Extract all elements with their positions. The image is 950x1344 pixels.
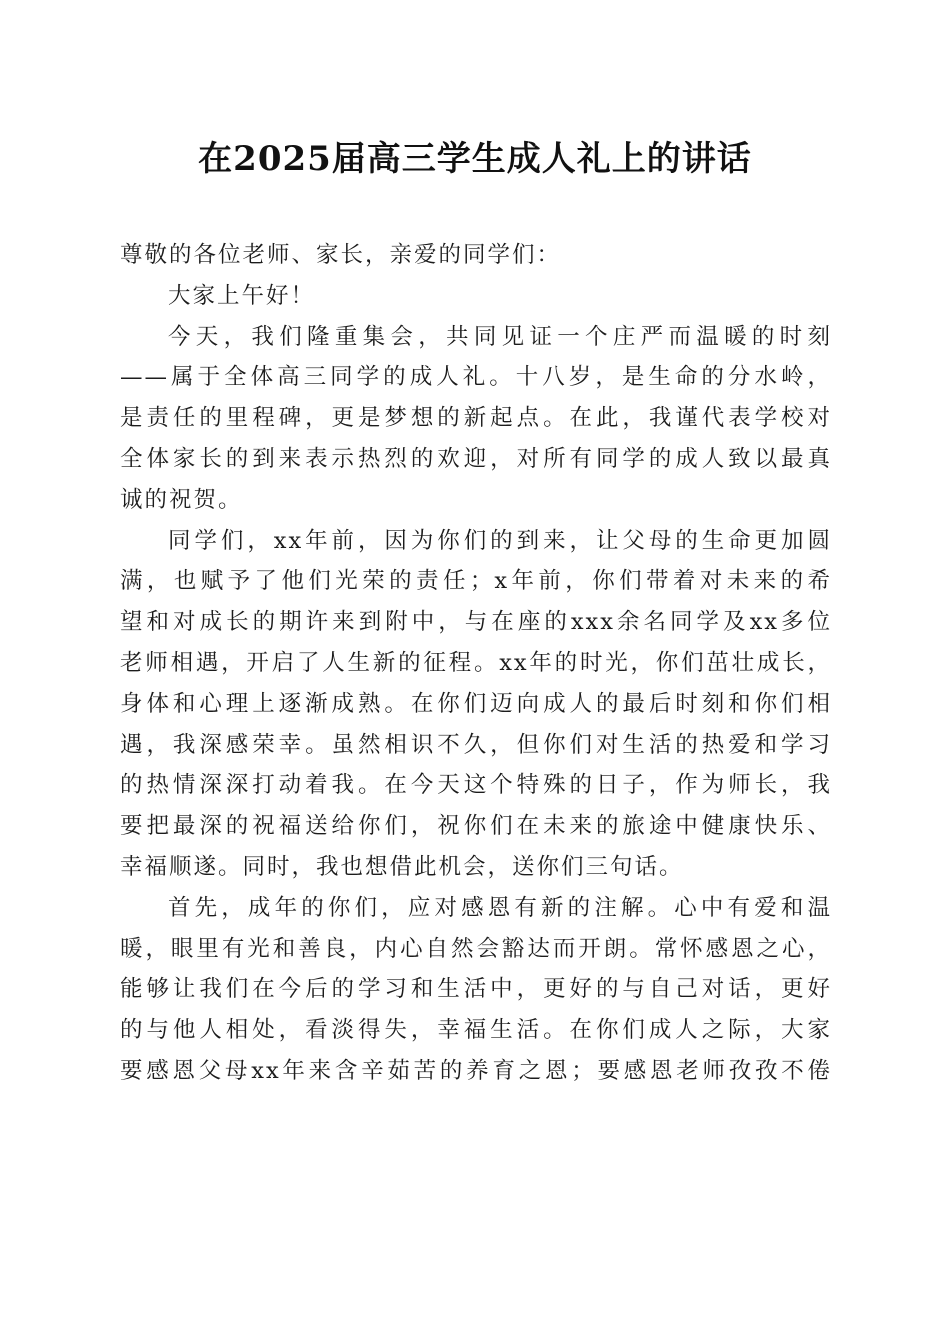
body-line: 望和对成长的期许来到附中，与在座的xxx余名同学及xx多位	[120, 609, 832, 636]
body-line: 要感恩父母xx年来含辛茹苦的养育之恩；要感恩老师孜孜不倦	[120, 1057, 832, 1084]
body-line: 身体和心理上逐渐成熟。在你们迈向成人的最后时刻和你们相	[120, 690, 832, 717]
body-line: 满，也赋予了他们光荣的责任；x年前，你们带着对未来的希	[120, 568, 832, 595]
body-line: 诚的祝贺。	[120, 486, 243, 513]
body-line: 同学们，xx年前，因为你们的到来，让父母的生命更加圆	[168, 527, 832, 554]
body-line: 全体家长的到来表示热烈的欢迎，对所有同学的成人致以最真	[120, 445, 832, 472]
body-line: 大家上午好！	[168, 282, 316, 309]
body-line: 的热情深深打动着我。在今天这个特殊的日子，作为师长，我	[120, 772, 832, 799]
body-line: 要把最深的祝福送给你们，祝你们在未来的旅途中健康快乐、	[120, 813, 832, 840]
body-line: ——属于全体高三同学的成人礼。十八岁，是生命的分水岭，	[120, 364, 832, 391]
body-line: 尊敬的各位老师、家长，亲爱的同学们：	[120, 242, 562, 268]
body-line: 幸福顺遂。同时，我也想借此机会，送你们三句话。	[120, 853, 684, 880]
body-line: 暖，眼里有光和善良，内心自然会豁达而开朗。常怀感恩之心，	[120, 935, 832, 962]
body-line: 能够让我们在今后的学习和生活中，更好的与自己对话，更好	[120, 976, 832, 1003]
body-line: 是责任的里程碑，更是梦想的新起点。在此，我谨代表学校对	[120, 405, 832, 432]
body-line: 首先，成年的你们，应对感恩有新的注解。心中有爱和温	[168, 894, 832, 921]
body-line: 今天，我们隆重集会，共同见证一个庄严而温暖的时刻	[168, 323, 832, 350]
body-line: 的与他人相处，看淡得失，幸福生活。在你们成人之际，大家	[120, 1017, 832, 1044]
document-body	[120, 235, 832, 1092]
body-line: 老师相遇，开启了人生新的征程。xx年的时光，你们茁壮成长，	[120, 649, 832, 676]
document-title: 在2025届高三学生成人礼上的讲话	[198, 139, 752, 179]
body-line: 遇，我深感荣幸。虽然相识不久，但你们对生活的热爱和学习	[120, 731, 832, 758]
